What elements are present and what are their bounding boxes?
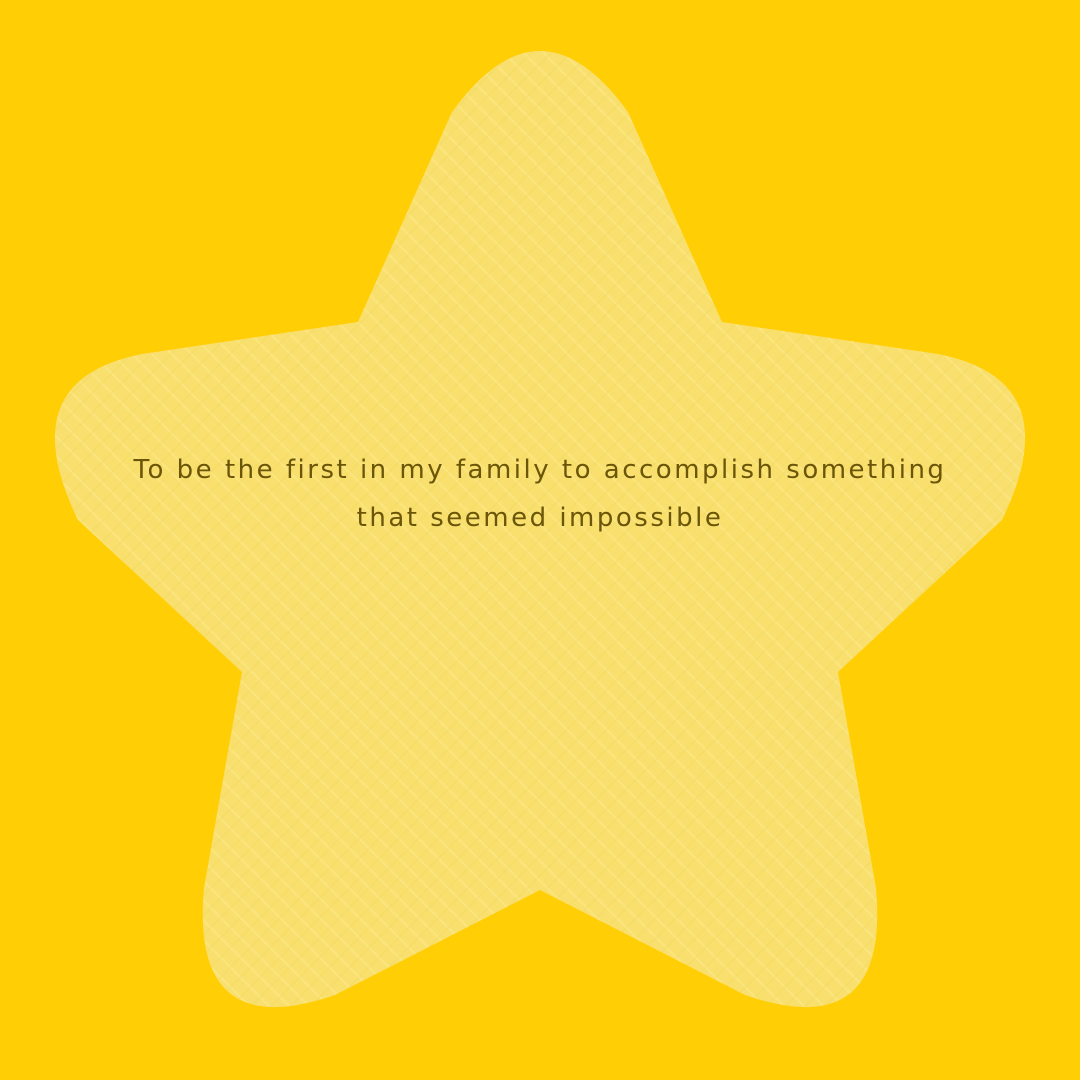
quote-text — [90, 446, 990, 542]
quote-line-1: To be the first in my family to accomplish something — [133, 455, 947, 485]
quote-line-2: that seemed impossible — [356, 503, 724, 533]
